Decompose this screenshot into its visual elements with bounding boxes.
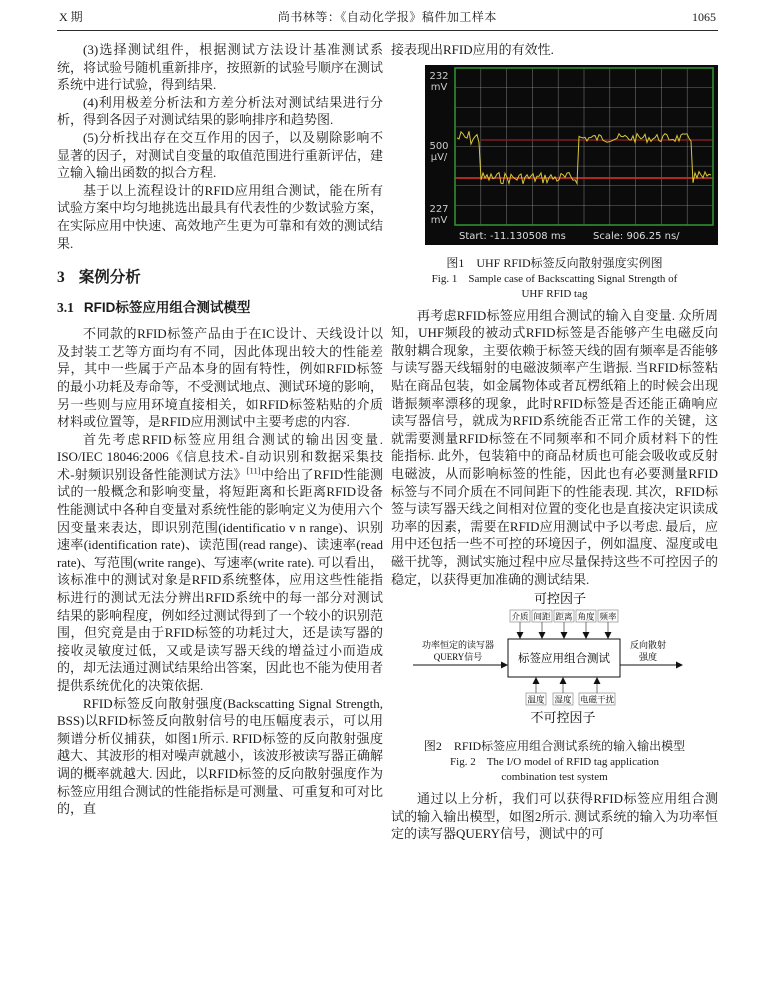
paragraph: (4)利用极差分析法和方差分析法对测试结果进行分析，得到各因子对测试结果的影响排序和趋势图. <box>57 94 383 128</box>
factor-emi: 电磁干扰 <box>579 694 614 705</box>
paragraph: 基于以上流程设计的RFID应用组合测试，能在所有试验方案中均匀地挑选出最具有代表性的少数试验方案，在实际应用中快速、高效地产生更为可靠和有效的测试结果. <box>57 182 383 251</box>
paragraph-text: 首先考虑RFID标签应用组合测试的输出因变量. ISO/IEC 18046:2006《信息技术-自动识别和数据采集技术-射频识别设备性能测试方法》 <box>57 431 383 482</box>
section-heading <box>57 265 383 287</box>
scope-ybottom-value: 227 <box>429 203 449 215</box>
oscilloscope-screenshot <box>425 65 718 245</box>
paragraph: 再考虑RFID标签应用组合测试的输入自变量. 众所周知，UHF频段的被动式RFID标签是否能够产生电磁反向散射耦合现象，主要依赖于标签天线的固有频率是否能够与读写器天线辐射的电磁波频率产生谐振. 当RFID标签粘贴在商品包装，如金属物体或者瓦楞纸箱上的时候会出现谐振频率漂移的现象，此时RFID标签是否还能正确响应读写器信号，就成为RFID系统能否正常工作的关键，这就需要测量RFID标签在不同频率和不同介质材料下的性能指标. 此外，包装箱中的商品材质也可能会吸收或反射电磁波，从而影响标签的性能，因此也有必要测量RFID标签与不同介质在不同间距下的性能表现. 其次，RFID标签与读写器天线之间相对位置的变化也是直接决定识读成功率的因素，需要在RFID应用测试中予以考虑. 最后，应用中还包括一些不可控的环境因子，例如温度、湿度或电磁干扰等，测试实施过程中应尽量保持这些不可控因子的稳定，以获得更加准确的测试结果. <box>391 307 718 587</box>
io-model-diagram <box>405 590 705 730</box>
citation-ref: [11] <box>246 465 261 476</box>
figure2-io-diagram <box>405 590 705 735</box>
scope-ybottom-unit: mV <box>430 214 448 226</box>
controllable-factors-label: 可控因子 <box>533 591 586 607</box>
paragraph-continuation: 接表现出RFID应用的有效性. <box>391 42 554 57</box>
section-number: 3 <box>57 269 65 287</box>
paragraph: 不同款的RFID标签产品由于在IC设计、天线设计以及封装工艺等方面均有不同，因此体现出较大的性能差异，其中一些属于产品本身的固有特性，例如RFID标签的最小功耗及寿命等，不受测试地点、测试环境的影响，另一些则与应用环境直接相关，如RFID标签粘贴的介质材料或位置等，是RFID应用测试中主要考虑的内容. <box>57 326 383 430</box>
bottom-arrows <box>536 683 597 693</box>
figure2-caption-zh: 图2 RFID标签应用组合测试系统的输入输出模型 <box>423 739 686 754</box>
paragraph: (3)选择测试组件，根据测试方法设计基准测试系统，将试验号随机重新排序，按照新的试验号顺序在测试系统中进行试验，得到结果. <box>57 42 383 93</box>
factor-humidity: 湿度 <box>553 694 572 705</box>
test-box-label: 标签应用组合测试 <box>517 653 610 666</box>
header-rule <box>57 30 718 31</box>
paragraph: (5)分析找出存在交互作用的因子，以及剔除影响不显著的因子，对测试自变量的取值范围进行重新评估，建立输入输出函数的拟合方程. <box>57 129 383 181</box>
scope-background <box>425 65 718 245</box>
bottom-arrowheads <box>532 677 600 684</box>
scope-status-scale: Scale: 906.25 ns/ <box>593 230 680 242</box>
factor-frequency: 频率 <box>598 611 617 622</box>
figure2-captions <box>391 737 718 784</box>
factor-angle: 角度 <box>576 611 595 622</box>
figure1-oscilloscope-image <box>425 65 718 250</box>
uncontrollable-factors-label: 不可控因子 <box>529 710 596 726</box>
scope-ymid-unit: μV/ <box>430 151 448 163</box>
scope-ytop-unit: mV <box>430 81 448 93</box>
input-arrowhead <box>501 662 508 669</box>
figure1-caption-en: UHF RFID tag <box>521 287 588 300</box>
figure2-caption-en: Fig. 2 The I/O model of RFID tag application <box>450 756 659 769</box>
subsection-title: RFID标签应用组合测试模型 <box>83 300 251 316</box>
output-label-line2: 强度 <box>638 652 657 663</box>
figure1-caption-en: Fig. 1 Sample case of Backscatting Signal Strength of <box>431 272 678 285</box>
paragraph: 通过以上分析，我们可以获得RFID标签应用组合测试的输入输出模型，如图2所示. 测试系统的输入为功率恒定的读写器QUERY信号，测试中的可 <box>391 791 718 842</box>
page-header <box>57 6 718 30</box>
factor-distance: 距离 <box>554 611 573 622</box>
section-title: 案例分析 <box>78 269 141 287</box>
left-column <box>57 41 383 843</box>
running-title: 尚书林等：《自动化学报》稿件加工样本 <box>277 10 497 24</box>
top-arrows <box>520 622 608 633</box>
scope-ytop-value: 232 <box>429 70 449 82</box>
output-arrowhead <box>676 662 683 669</box>
page-number: 1065 <box>692 10 716 24</box>
scope-ymid-value: 500 <box>429 140 449 152</box>
journal-issue: X 期 <box>59 10 83 24</box>
figure2-caption-en: combination test system <box>501 771 608 784</box>
output-label-line1: 反向散射 <box>629 640 666 651</box>
right-column <box>391 41 718 843</box>
factor-temperature: 温度 <box>526 694 545 705</box>
factor-spacing: 间距 <box>532 611 551 622</box>
figure1-caption-zh: 图1 UHF RFID标签反向散射强度实例图 <box>446 255 663 270</box>
subsection-heading <box>57 296 383 316</box>
paragraph: RFID标签反向散射强度(Backscatting Signal Strength, BSS)以RFID标签反向散射信号的电压幅度表示，可以用频谱分析仪捕获，如图1所示. RFID标签的反向散射强度越大、其波形的相对噪声就越小，该波形被读写器正确解调的概率就越大. 因此，以RFID标签的反向散射强度作为标签应用组合测试的性能指标是可测量、可重复和可对比的，直 <box>57 695 383 817</box>
two-column-body <box>57 41 718 843</box>
factor-medium: 介质 <box>510 611 529 622</box>
input-label-line2: QUERY信号 <box>433 652 482 663</box>
paragraph <box>57 431 383 695</box>
figure1-captions <box>391 254 718 301</box>
paragraph-text: 中给出了RFID性能测试的一般概念和影响变量，将短距离和长距离RFID设备性能测试中各种自变量对系统性能的影响定义为使用六个因变量来表达，即识别范围(identificatio v n range)、识别速率(identification rate)、读范围(read range)、读速率(read rate)、写范围(write range)、写速率(write rate). 可以看出，该标准中的测试对象是RFID系统整体，应用这些性能指标进行的测试无法分辨出RFID系统中的每一部分对测试结果的影响程度，例如经过测试得到了一个较小的识别范围，但究竟是由于RFID标签的功耗过大，还是读写器的接收灵敏度过低，又或是读写器天线的增益过小而造成的，却无法通过测试结果给出答案，因此也不能为使用者提供系统优化的决策依据. <box>57 466 383 693</box>
subsection-number: 3.1 <box>57 300 74 316</box>
input-label-line1: 功率恒定的读写器 <box>421 640 494 651</box>
top-arrowheads <box>516 632 611 639</box>
scope-status-start: Start: -11.130508 ms <box>459 230 566 242</box>
